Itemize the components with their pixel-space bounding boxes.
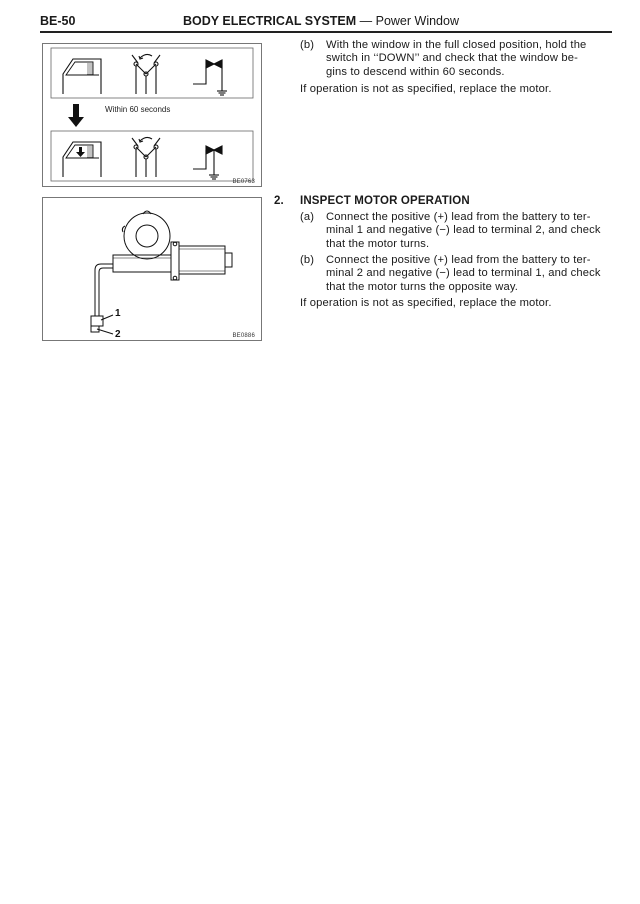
text-line: that the motor turns the opposite way. [326, 280, 519, 293]
section-title-rest: — Power Window [356, 14, 459, 28]
figure-window-down-test [42, 43, 262, 187]
figure-window-down-test-drawing [43, 44, 261, 186]
step-body [326, 211, 616, 251]
window-glass-hatch [87, 64, 93, 74]
step-body [326, 254, 616, 294]
switch-down-icon [132, 54, 160, 94]
relay-closed-icon [193, 146, 222, 179]
section-title-bold: BODY ELECTRICAL SYSTEM [183, 14, 357, 28]
switch-down-icon [132, 137, 160, 177]
figure-motor-terminals [42, 197, 262, 341]
step-label: (a) [300, 211, 315, 223]
motor-drawing [43, 198, 261, 340]
figure-caption: Within 60 seconds [105, 105, 171, 114]
text-line: Connect the positive (+) lead from the battery to ter- [326, 211, 591, 223]
relay-open-icon [193, 60, 227, 95]
down-arrow-icon [68, 104, 84, 127]
text-line: gins to descend within 60 seconds. [326, 65, 505, 78]
step-body [326, 39, 616, 79]
step-label: (b) [300, 254, 315, 266]
section-number: 2. [274, 195, 284, 207]
section-heading: INSPECT MOTOR OPERATION [300, 195, 470, 207]
text-line: minal 1 and negative (−) lead to terminal 2, and check [326, 224, 601, 237]
figure-id: BE0886 [232, 333, 255, 339]
terminal-2-callout: 2 [115, 329, 121, 340]
step-label: (b) [300, 39, 315, 51]
text-line: that the motor turns. [326, 237, 430, 250]
note-replace-motor: If operation is not as specified, replace the motor. [300, 83, 552, 95]
text-line: With the window in the full closed position, hold the [326, 39, 587, 51]
section-title [183, 14, 459, 28]
text-line: Connect the positive (+) lead from the battery to ter- [326, 254, 591, 266]
page-id: BE-50 [40, 14, 76, 28]
text-line: minal 2 and negative (−) lead to terminal 1, and check [326, 267, 601, 280]
car-window-closed-icon [63, 59, 101, 94]
header-rule [40, 31, 612, 33]
window-down-arrow-icon [76, 147, 85, 157]
note-replace-motor-2: If operation is not as specified, replace the motor. [300, 297, 552, 309]
text-line: switch in ‘‘DOWN’’ and check that the window be- [326, 52, 578, 65]
motor-icon [91, 211, 232, 334]
terminal-1-callout: 1 [115, 308, 121, 319]
figure-id: BE0763 [232, 179, 255, 185]
